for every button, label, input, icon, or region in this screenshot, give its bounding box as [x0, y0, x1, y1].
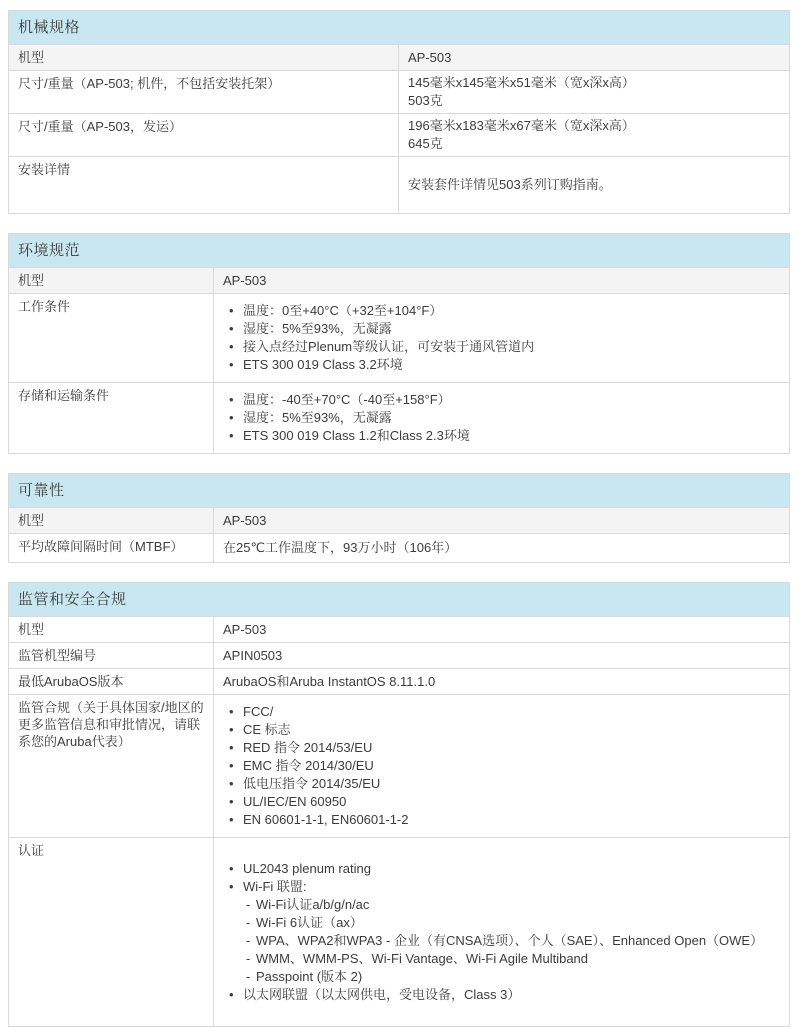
- bullet-icon: •: [229, 339, 234, 354]
- dash-icon: -: [246, 951, 251, 966]
- bullet-list: [223, 698, 780, 834]
- bullet-item: [229, 320, 780, 338]
- bullet-text: 温度：0至+40°C（+32至+104°F）: [243, 303, 443, 318]
- bullet-icon: •: [229, 879, 234, 894]
- row-value: [214, 294, 789, 382]
- bullet-icon: •: [229, 357, 234, 372]
- row-label: 监管机型编号: [9, 643, 214, 668]
- bullet-body: [243, 338, 780, 356]
- bullet-icon: •: [229, 321, 234, 336]
- dash-icon: -: [246, 933, 251, 948]
- row-value: [214, 268, 789, 293]
- bullet-text: 低电压指令 2014/35/EU: [243, 776, 381, 791]
- value-line: AP-503: [223, 272, 267, 288]
- row-label: 机型: [9, 617, 214, 642]
- bullet-icon: •: [229, 392, 234, 407]
- bullet-item: [229, 878, 780, 986]
- bullet-text: 以太网联盟（以太网供电，受电设备，Class 3）: [243, 987, 521, 1002]
- value-line: AP-503: [223, 512, 267, 528]
- value-line: 196毫米x183毫米x67毫米（宽x深x高）: [408, 118, 635, 133]
- bullet-text: 湿度：5%至93%，无凝露: [243, 321, 392, 336]
- row-value: [214, 617, 789, 642]
- bullet-icon: •: [229, 794, 234, 809]
- dash-icon: -: [246, 969, 251, 984]
- sub-item-text: WMM、WMM-PS、Wi-Fi Vantage、Wi-Fi Agile Multiband: [256, 951, 589, 966]
- bullet-icon: •: [229, 861, 234, 876]
- bullet-icon: •: [229, 987, 234, 1002]
- bullet-body: [243, 356, 780, 374]
- row-label: 尺寸/重量（AP-503; 机件，不包括安装托架）: [9, 71, 399, 113]
- bullet-icon: •: [229, 740, 234, 755]
- table-rows: [9, 44, 789, 213]
- table-row: [9, 642, 789, 668]
- value-line: 安装套件详情见503系列订购指南。: [408, 177, 612, 192]
- bullet-body: [243, 427, 780, 445]
- row-label: 最低ArubaOS版本: [9, 669, 214, 694]
- bullet-icon: •: [229, 758, 234, 773]
- dash-icon: -: [246, 915, 251, 930]
- bullet-body: [243, 860, 780, 878]
- section-title: 环境规范: [9, 234, 789, 267]
- sub-item-text: Wi-Fi 6认证（ax）: [256, 915, 363, 930]
- value-line: 145毫米x145毫米x51毫米（宽x深x高）: [408, 75, 635, 90]
- table-row: [9, 694, 789, 837]
- table-row: [9, 267, 789, 293]
- value-line: 在25℃工作温度下，93万小时（106年）: [223, 540, 458, 555]
- table-rows: [9, 507, 789, 562]
- bullet-body: [243, 986, 780, 1004]
- table-row: [9, 44, 789, 70]
- table-rows: [9, 267, 789, 453]
- row-label: 机型: [9, 508, 214, 533]
- bullet-body: [243, 757, 780, 775]
- table-row: [9, 156, 789, 213]
- bullet-icon: •: [229, 812, 234, 827]
- spec-table: [8, 233, 790, 454]
- value-line: AP-503: [408, 49, 452, 65]
- spec-document: [8, 10, 790, 1027]
- bullet-body: [243, 721, 780, 739]
- bullet-list: [223, 386, 780, 450]
- dash-icon: -: [246, 897, 251, 912]
- row-label: 监管合规（关于具体国家/地区的更多监管信息和审批情况，请联系您的Aruba代表）: [9, 695, 214, 837]
- sub-item-text: Passpoint (版本 2): [256, 969, 363, 984]
- bullet-item: [229, 338, 780, 356]
- bullet-icon: •: [229, 410, 234, 425]
- bullet-item: [229, 356, 780, 374]
- bullet-body: [243, 878, 780, 986]
- table-row: [9, 533, 789, 562]
- bullet-text: EN 60601-1-1, EN60601-1-2: [243, 812, 409, 827]
- row-value: [399, 45, 789, 70]
- sub-item-text: Wi-Fi认证a/b/g/n/ac: [256, 897, 370, 912]
- table-row: [9, 837, 789, 1026]
- bullet-text: 温度：-40至+70°C（-40至+158°F）: [243, 392, 451, 407]
- row-value: [399, 157, 789, 213]
- sub-item-text: WPA、WPA2和WPA3 - 企业（有CNSA选项）、个人（SAE）、Enhanced Open（OWE）: [256, 933, 764, 948]
- bullet-icon: •: [229, 303, 234, 318]
- bullet-body: [243, 302, 780, 320]
- section-title: 监管和安全合规: [9, 583, 789, 616]
- row-label: 工作条件: [9, 294, 214, 382]
- bullet-body: [243, 811, 780, 829]
- bullet-text: ETS 300 019 Class 1.2和Class 2.3环境: [243, 428, 470, 443]
- row-label: 尺寸/重量（AP-503，发运）: [9, 114, 399, 156]
- sub-item: [243, 896, 780, 914]
- sub-item: [243, 968, 780, 986]
- row-value: [214, 838, 789, 1026]
- bullet-body: [243, 391, 780, 409]
- bullet-body: [243, 775, 780, 793]
- spec-table: [8, 10, 790, 214]
- value-line: APIN0503: [223, 647, 283, 663]
- row-label: 安装详情: [9, 157, 399, 213]
- bullet-icon: •: [229, 722, 234, 737]
- bullet-text: CE 标志: [243, 722, 291, 737]
- value-line: 503克: [408, 93, 443, 108]
- table-row: [9, 616, 789, 642]
- bullet-text: RED 指令 2014/53/EU: [243, 740, 373, 755]
- bullet-item: [229, 775, 780, 793]
- bullet-item: [229, 703, 780, 721]
- section-title: 可靠性: [9, 474, 789, 507]
- value-line: 645克: [408, 136, 443, 151]
- bullet-item: [229, 427, 780, 445]
- bullet-list: [223, 297, 780, 379]
- bullet-item: [229, 811, 780, 829]
- bullet-item: [229, 860, 780, 878]
- row-value: [399, 114, 789, 156]
- bullet-item: [229, 793, 780, 811]
- bullet-body: [243, 793, 780, 811]
- bullet-icon: •: [229, 776, 234, 791]
- row-label: 平均故障间隔时间（MTBF）: [9, 534, 214, 562]
- table-row: [9, 382, 789, 453]
- section-title: 机械规格: [9, 11, 789, 44]
- bullet-text: 接入点经过Plenum等级认证，可安装于通风管道内: [243, 339, 535, 354]
- row-label: 机型: [9, 268, 214, 293]
- value-line: AP-503: [223, 621, 267, 637]
- bullet-body: [243, 409, 780, 427]
- bullet-text: 湿度：5%至93%，无凝露: [243, 410, 392, 425]
- sub-item: [243, 914, 780, 932]
- row-value: [399, 71, 789, 113]
- bullet-icon: •: [229, 428, 234, 443]
- row-value: [214, 383, 789, 453]
- bullet-item: [229, 739, 780, 757]
- bullet-item: [229, 986, 780, 1004]
- row-label: 存储和运输条件: [9, 383, 214, 453]
- value-line: ArubaOS和Aruba InstantOS 8.11.1.0: [223, 673, 436, 689]
- bullet-icon: •: [229, 704, 234, 719]
- bullet-text: FCC/: [243, 704, 274, 719]
- table-row: [9, 293, 789, 382]
- table-row: [9, 113, 789, 156]
- sub-item: [243, 932, 780, 950]
- spec-table: [8, 473, 790, 563]
- table-rows: [9, 616, 789, 1026]
- bullet-text: UL2043 plenum rating: [243, 861, 371, 876]
- bullet-item: [229, 391, 780, 409]
- bullet-text: Wi-Fi 联盟:: [243, 879, 307, 894]
- row-value: [214, 508, 789, 533]
- bullet-item: [229, 757, 780, 775]
- row-value: [214, 669, 789, 694]
- spec-table: [8, 582, 790, 1027]
- table-row: [9, 70, 789, 113]
- bullet-text: EMC 指令 2014/30/EU: [243, 758, 374, 773]
- row-label: 认证: [9, 838, 214, 1026]
- row-value: [214, 695, 789, 837]
- sub-item: [243, 950, 780, 968]
- table-row: [9, 668, 789, 694]
- row-value: [214, 643, 789, 668]
- bullet-text: UL/IEC/EN 60950: [243, 794, 347, 809]
- bullet-item: [229, 721, 780, 739]
- table-row: [9, 507, 789, 533]
- bullet-body: [243, 320, 780, 338]
- bullet-text: ETS 300 019 Class 3.2环境: [243, 357, 403, 372]
- bullet-item: [229, 302, 780, 320]
- bullet-body: [243, 739, 780, 757]
- bullet-item: [229, 409, 780, 427]
- bullet-list: [223, 841, 780, 1023]
- row-label: 机型: [9, 45, 399, 70]
- bullet-body: [243, 703, 780, 721]
- row-value: [214, 534, 789, 562]
